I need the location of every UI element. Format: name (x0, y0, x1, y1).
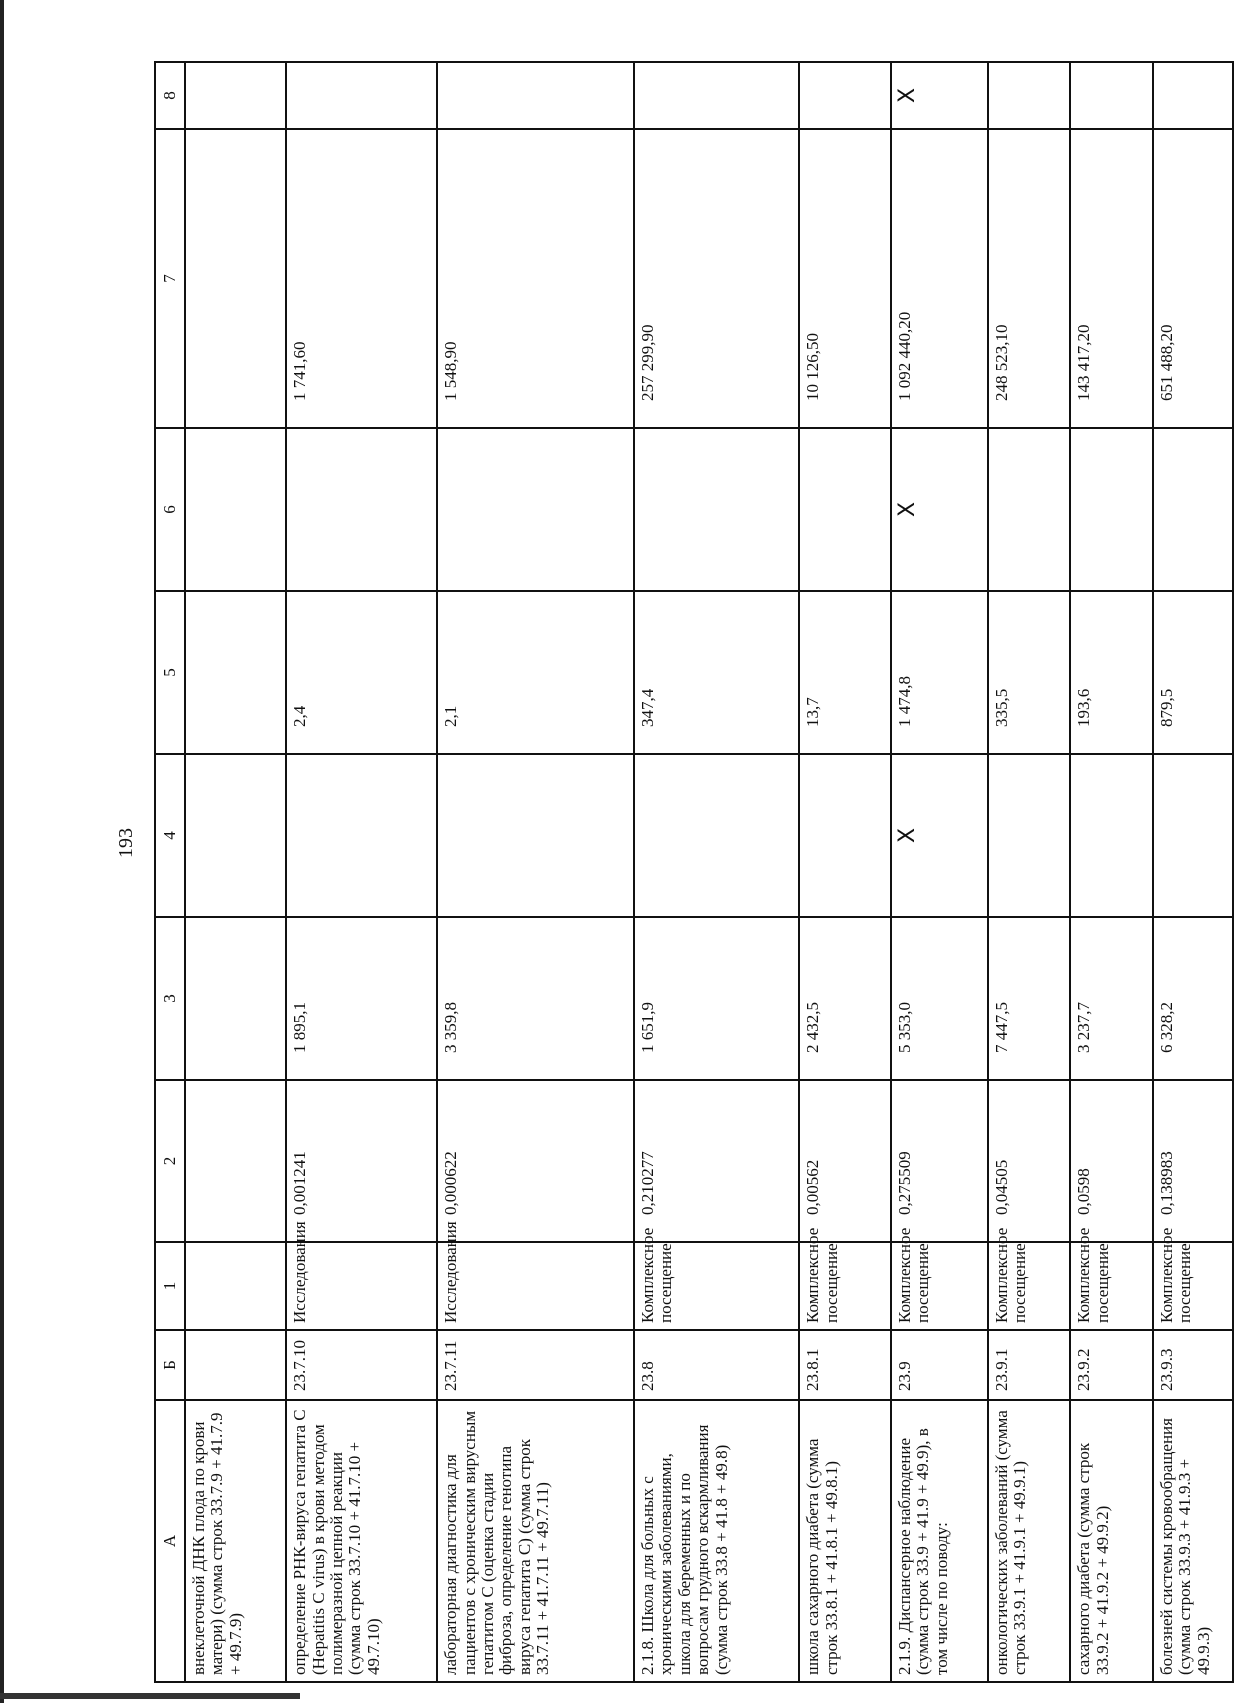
cell-c1: Комплексное посещение (634, 1242, 799, 1330)
col-header-2: 2 (155, 1080, 185, 1242)
cell-c1: Комплексное посещение (988, 1242, 1071, 1330)
table-row (1153, 62, 1233, 1682)
cell-b (185, 1330, 286, 1400)
cell-c8 (286, 62, 437, 129)
cell-c8 (634, 62, 799, 129)
cell-c3: 6 328,2 (1153, 917, 1233, 1080)
cell-c6 (1153, 428, 1233, 591)
cell-c1: Комплексное посещение (1070, 1242, 1153, 1330)
cell-c7: 248 523,10 (988, 129, 1071, 428)
cell-c6 (634, 428, 799, 591)
col-header-b: Б (155, 1330, 185, 1400)
cell-c1: Комплексное посещение (799, 1242, 891, 1330)
cell-c6 (799, 428, 891, 591)
cell-c1: Исследования (286, 1242, 437, 1330)
cell-c2: 0,275509 (891, 1080, 988, 1242)
cell-c3: 1 895,1 (286, 917, 437, 1080)
page-number: 193 (115, 828, 137, 858)
cell-c1 (185, 1242, 286, 1330)
cell-c7: 143 417,20 (1070, 129, 1153, 428)
table-header-row (155, 62, 185, 1682)
cell-c6 (1070, 428, 1153, 591)
cell-c7: 651 488,20 (1153, 129, 1233, 428)
cell-c5: 193,6 (1070, 591, 1153, 754)
cell-c3: 5 353,0 (891, 917, 988, 1080)
cell-c2 (185, 1080, 286, 1242)
scan-edge-bottom (0, 1693, 300, 1699)
col-header-7: 7 (155, 129, 185, 428)
col-header-1: 1 (155, 1242, 185, 1330)
cell-c4 (437, 754, 634, 917)
table-row (286, 62, 437, 1682)
cell-c6 (185, 428, 286, 591)
cell-b: 23.7.11 (437, 1330, 634, 1400)
cell-c8 (1153, 62, 1233, 129)
col-header-8: 8 (155, 62, 185, 129)
cell-c3: 1 651,9 (634, 917, 799, 1080)
cell-c4 (799, 754, 891, 917)
cell-c3: 3 237,7 (1070, 917, 1153, 1080)
cell-c6 (988, 428, 1071, 591)
cell-c3 (185, 917, 286, 1080)
cell-c3: 2 432,5 (799, 917, 891, 1080)
cell-b: 23.7.10 (286, 1330, 437, 1400)
cell-c2: 0,001241 (286, 1080, 437, 1242)
table-row (988, 62, 1071, 1682)
cell-a: сахарного диабета (сумма строк 33.9.2 + 41.9.2 + 49.9.2) (1070, 1400, 1153, 1682)
data-table (154, 61, 1234, 1683)
table-row (891, 62, 988, 1682)
cell-c5: 2,1 (437, 591, 634, 754)
cell-c4 (185, 754, 286, 917)
cell-c7: 1 741,60 (286, 129, 437, 428)
cell-c5: 13,7 (799, 591, 891, 754)
cell-c5: 335,5 (988, 591, 1071, 754)
cell-c7 (185, 129, 286, 428)
cell-c7: 10 126,50 (799, 129, 891, 428)
cell-c7: 1 548,90 (437, 129, 634, 428)
cell-c4 (1070, 754, 1153, 917)
cell-b: 23.8.1 (799, 1330, 891, 1400)
col-header-a: A (155, 1400, 185, 1682)
table-row (185, 62, 286, 1682)
cell-c2: 0,00562 (799, 1080, 891, 1242)
cell-c4: X (891, 754, 988, 917)
cell-c8 (988, 62, 1071, 129)
scan-edge-left (0, 0, 4, 1703)
cell-c5: 879,5 (1153, 591, 1233, 754)
cell-c7: 257 299,90 (634, 129, 799, 428)
cell-c8 (185, 62, 286, 129)
cell-c3: 3 359,8 (437, 917, 634, 1080)
cell-c5: 2,4 (286, 591, 437, 754)
cell-c8 (799, 62, 891, 129)
cell-c6 (286, 428, 437, 591)
cell-c4 (634, 754, 799, 917)
cell-c2: 0,04505 (988, 1080, 1071, 1242)
cell-a: 2.1.9. Диспансерное наблюдение (сумма строк 33.9 + 41.9 + 49.9), в том числе по поводу: (891, 1400, 988, 1682)
cell-c8: X (891, 62, 988, 129)
col-header-3: 3 (155, 917, 185, 1080)
cell-c5: 1 474,8 (891, 591, 988, 754)
cell-a: болезней системы кровообращения (сумма строк 33.9.3 + 41.9.3 + 49.9.3) (1153, 1400, 1233, 1682)
cell-c2: 0,210277 (634, 1080, 799, 1242)
cell-c8 (1070, 62, 1153, 129)
table-row (437, 62, 634, 1682)
cell-c1: Исследования (437, 1242, 634, 1330)
cell-c4 (1153, 754, 1233, 917)
cell-b: 23.9.1 (988, 1330, 1071, 1400)
col-header-5: 5 (155, 591, 185, 754)
cell-c6 (437, 428, 634, 591)
cell-c2: 0,138983 (1153, 1080, 1233, 1242)
cell-c8 (437, 62, 634, 129)
cell-c3: 7 447,5 (988, 917, 1071, 1080)
cell-c2: 0,000622 (437, 1080, 634, 1242)
table-body (185, 62, 1233, 1682)
cell-c5: 347,4 (634, 591, 799, 754)
cell-a: 2.1.8. Школа для больных с хроническими заболеваниями, школа для беременных и по вопросам грудного вскармливания (сумма строк 33.8 + 41.8 + 49.8) (634, 1400, 799, 1682)
cell-c6: X (891, 428, 988, 591)
table-row (634, 62, 799, 1682)
table-row (799, 62, 891, 1682)
col-header-6: 6 (155, 428, 185, 591)
cell-a: лабораторная диагностика для пациентов с хроническим вирусным гепатитом С (оценка стадии фиброза, определение генотипа вируса гепатита С) (сумма строк 33.7.11 + 41.7.11 + 49.7.11) (437, 1400, 634, 1682)
rotated-table-sheet (154, 63, 1234, 1683)
cell-a: определение РНК-вируса гепатита С (Hepatitis C virus) в крови методом полимеразной цепной реакции (сумма строк 33.7.10 + 41.7.10 + 49.7.10) (286, 1400, 437, 1682)
cell-c2: 0,0598 (1070, 1080, 1153, 1242)
cell-c1: Комплексное посещение (1153, 1242, 1233, 1330)
cell-a: онкологических заболеваний (сумма строк 33.9.1 + 41.9.1 + 49.9.1) (988, 1400, 1071, 1682)
cell-c1: Комплексное посещение (891, 1242, 988, 1330)
cell-b: 23.8 (634, 1330, 799, 1400)
cell-b: 23.9.2 (1070, 1330, 1153, 1400)
cell-c4 (286, 754, 437, 917)
col-header-4: 4 (155, 754, 185, 917)
cell-b: 23.9.3 (1153, 1330, 1233, 1400)
cell-c4 (988, 754, 1071, 917)
cell-c7: 1 092 440,20 (891, 129, 988, 428)
cell-a: внеклеточной ДНК плода по крови матери) (сумма строк 33.7.9 + 41.7.9 + 49.7.9) (185, 1400, 286, 1682)
table-row (1070, 62, 1153, 1682)
cell-c5 (185, 591, 286, 754)
cell-b: 23.9 (891, 1330, 988, 1400)
cell-a: школа сахарного диабета (сумма строк 33.8.1 + 41.8.1 + 49.8.1) (799, 1400, 891, 1682)
